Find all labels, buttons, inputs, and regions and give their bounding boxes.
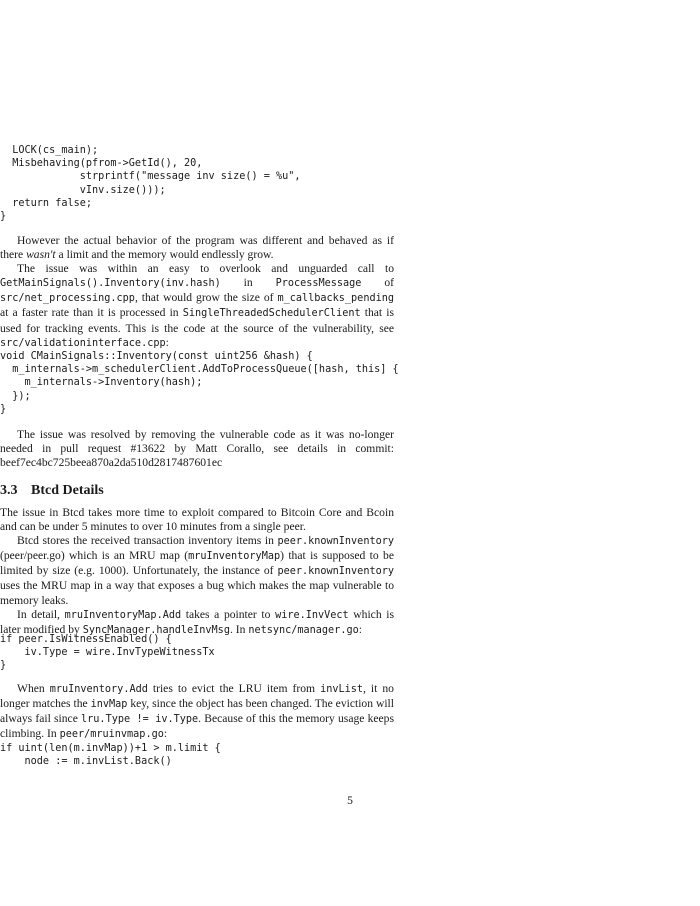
paragraph-actual-behavior: However the actual behavior of the program was different and behaved as if there wasn't a limit and the memory would endlessly grow. (0, 234, 394, 262)
paragraph-in-detail: In detail, mruInventoryMap.Add takes a pointer to wire.InvVect which is later modified by SyncManager.handleInvMsg. In netsync/manager.go: (0, 607, 394, 636)
paragraph-known-inventory: Btcd stores the received transaction inventory items in peer.knownInventory (peer/peer.go) which is an MRU map (mruInventoryMap) that is supposed to be limited by size (e.g. 1000). Unfortunately, the instance of peer.knownInventory uses the MRU map in a way that exposes a bug which makes the map vulnerable to memory leaks. (0, 534, 394, 607)
paragraph-btcd-intro: The issue in Btcd takes more time to exploit compared to Bitcoin Core and Bcoin and can be under 5 minutes to over 10 minutes from a single peer. (0, 506, 394, 534)
code-line: } (0, 660, 7, 672)
paragraph-group-btcd (0, 506, 394, 638)
paragraph-text: The issue was resolved by removing the vulnerable code as it was no-longer needed in pull request #13622 by Matt Corallo, see details in commit: beef7ec4bc725beea870a2da510d2817487601ec (0, 428, 394, 470)
code-line: LOCK(cs_main); (0, 145, 99, 156)
paragraph-group-core (0, 234, 394, 351)
code-block-mru-limit (0, 742, 394, 768)
code-line: return false; (0, 197, 93, 209)
code-line: node := m.invList.Back() (0, 756, 172, 768)
code-block-misbehaving (0, 144, 394, 223)
code-line-highlighted: }); (0, 390, 31, 402)
code-line-highlighted: iv.Type = wire.InvTypeWitnessTx (0, 647, 215, 659)
code-line: strprintf("message inv size() = %u", (0, 171, 301, 183)
code-line: if peer.IsWitnessEnabled() { (0, 634, 172, 645)
code-line: Misbehaving(pfrom->GetId(), 20, (0, 158, 203, 170)
section-heading (0, 483, 394, 499)
code-line: void CMainSignals::Inventory(const uint256 &hash) { (0, 351, 313, 362)
code-line: if uint(len(m.invMap))+1 > m.limit { (0, 743, 221, 754)
code-line-highlighted: m_internals->m_schedulerClient.AddToProcessQueue([hash, this] { (0, 364, 399, 376)
code-line: vInv.size())); (0, 184, 166, 196)
code-line: } (0, 211, 7, 223)
code-line: } (0, 403, 7, 415)
code-block-witness (0, 633, 394, 673)
section-title: Btcd Details (31, 483, 104, 498)
paragraph-text: When mruInventory.Add tries to evict the LRU item from invList, it no longer matches the invMap key, since the object has been changed. The eviction will always fail since lru.Type != iv.Type. Because of this the memory usage keeps climbing. In peer/mruinvmap.go: (0, 682, 394, 741)
code-line-highlighted: m_internals->Inventory(hash); (0, 377, 203, 389)
paragraph-eviction (0, 682, 394, 742)
paragraph-resolution (0, 428, 394, 470)
page-number: 5 (347, 794, 353, 807)
code-block-inventory (0, 350, 399, 416)
paragraph-issue-description: The issue was within an easy to overlook and unguarded call to GetMainSignals().Inventory(inv.hash) in ProcessMessage of src/net_processing.cpp, that would grow the size of m_callbacks_pending at a faster rate than it is processed in SingleThreadedSchedulerClient that is used for tracking events. This is the code at the source of the vulnerability, see src/validationinterface.cpp: (0, 262, 394, 349)
section-number: 3.3 (0, 483, 18, 498)
